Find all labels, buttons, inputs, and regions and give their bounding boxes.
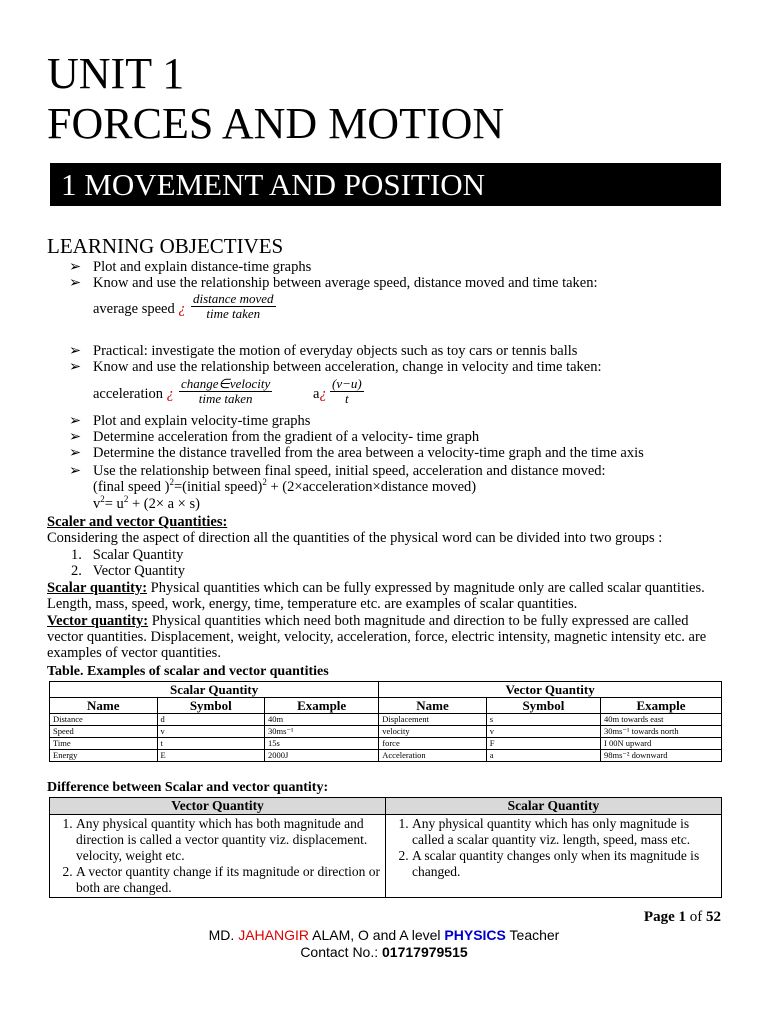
group-item: 1. Scalar Quantity xyxy=(71,547,184,563)
table-row xyxy=(50,726,722,738)
arrow-bullet-icon: ➢ xyxy=(69,413,82,429)
table2-caption: Difference between Scalar and vector quantity: xyxy=(47,780,329,795)
table-col-header: Symbol xyxy=(157,698,265,714)
table-cell: t xyxy=(157,738,265,750)
objective-item: ➢ Use the relationship between final speed, initial speed, acceleration and distance moved: xyxy=(69,463,606,479)
equation-words: (final speed )$^2$=(initial speed)$^2$ + (2×acceleration×distance moved) xyxy=(93,477,477,495)
acceleration-formula-label: acceleration ¿ xyxy=(93,386,174,402)
quantities-heading: Scaler and vector Quantities: xyxy=(47,514,228,530)
list-item: 2. A vector quantity change if its magnitude or direction or both are changed. xyxy=(76,864,381,896)
table-cell: Distance xyxy=(50,714,158,726)
table-cell: 30ms⁻¹ towards north xyxy=(601,726,722,738)
acceleration-formula-fraction: change∈velocity time taken xyxy=(181,376,271,406)
topic-title: FORCES AND MOTION xyxy=(47,99,505,148)
objective-item: ➢ Determine acceleration from the gradient of a velocity- time graph xyxy=(69,429,480,445)
table-cell: a xyxy=(486,750,600,762)
contact-line: Contact No.: 01717979515 xyxy=(300,944,468,960)
table-cell: E xyxy=(157,750,265,762)
table-cell: Time xyxy=(50,738,158,750)
scalar-points-cell xyxy=(386,815,722,898)
table-col-header: Symbol xyxy=(486,698,600,714)
difference-table xyxy=(49,797,722,898)
table-cell: F xyxy=(486,738,600,750)
table-cell: Speed xyxy=(50,726,158,738)
a-formula-fraction: $\frac{(v-u)}{t}$ xyxy=(332,376,362,406)
scalar-definition: Scalar quantity: Physical quantities which can be fully expressed by magnitude only are called scalar quantities. Length, mass, speed, work, energy, time, temperature etc. are examples of scalar quantities. xyxy=(47,580,705,612)
table-row xyxy=(50,750,722,762)
table-col-header: Name xyxy=(50,698,158,714)
arrow-bullet-icon: ➢ xyxy=(69,359,82,375)
table-col-header: Vector Quantity xyxy=(50,798,386,815)
speed-formula-fraction: distance moved time taken xyxy=(193,291,274,321)
page-number: Page 1 of 52 xyxy=(643,909,721,925)
table-cell: Energy xyxy=(50,750,158,762)
table-cell: velocity xyxy=(379,726,487,738)
author-line: MD. JAHANGIR ALAM, O and A level PHYSICS Teacher xyxy=(208,927,560,943)
table-group-header: Scalar Quantity xyxy=(50,682,379,698)
group-item: 2. Vector Quantity xyxy=(71,563,185,579)
objective-item: ➢ Know and use the relationship between acceleration, change in velocity and time taken: xyxy=(69,359,602,375)
unit-title: UNIT 1 xyxy=(47,49,185,98)
table-cell: 15s xyxy=(265,738,379,750)
list-item: 1. Any physical quantity which has both magnitude and direction is called a vector quantity viz. displacement. velocity, weight etc. xyxy=(76,816,381,864)
table-cell: Displacement xyxy=(379,714,487,726)
objective-item: ➢ Determine the distance travelled from the area between a velocity-time graph and the time axis xyxy=(69,445,644,461)
table-cell: 30ms⁻¹ xyxy=(265,726,379,738)
section-title: 1 MOVEMENT AND POSITION xyxy=(61,167,485,202)
table-cell: force xyxy=(379,738,487,750)
table-col-header: Example xyxy=(265,698,379,714)
table-cell: 98ms⁻² downward xyxy=(601,750,722,762)
table-cell: 40m xyxy=(265,714,379,726)
table-row xyxy=(50,738,722,750)
table-cell: d xyxy=(157,714,265,726)
arrow-bullet-icon: ➢ xyxy=(69,429,82,445)
table-col-header: Name xyxy=(379,698,487,714)
table-cell: v xyxy=(486,726,600,738)
table-cell: Acceleration xyxy=(379,750,487,762)
learning-objectives-heading: LEARNING OBJECTIVES xyxy=(47,234,284,258)
list-item: 2. A scalar quantity changes only when its magnitude is changed. xyxy=(412,848,717,880)
vector-points-cell xyxy=(50,815,386,898)
speed-formula-label: average speed ¿ xyxy=(93,301,186,317)
arrow-bullet-icon: ➢ xyxy=(69,259,82,275)
vector-definition: Vector quantity: Physical quantities which need both magnitude and direction to be fully expressed are called vector quantities. Displacement, weight, velocity, acceleration, force, electric intensity, magnetic intensity etc. are examples of vector quantities. xyxy=(47,613,707,661)
table-cell: v xyxy=(157,726,265,738)
table-group-header: Vector Quantity xyxy=(379,682,722,698)
table-col-header: Example xyxy=(601,698,722,714)
arrow-bullet-icon: ➢ xyxy=(69,463,82,479)
objective-item: ➢ Plot and explain distance-time graphs xyxy=(69,259,312,275)
objective-item: ➢ Practical: investigate the motion of everyday objects such as toy cars or tennis balls xyxy=(69,343,578,359)
table1-caption: Table. Examples of scalar and vector quantities xyxy=(47,664,329,679)
table-cell: s xyxy=(486,714,600,726)
table-cell: 40m towards east xyxy=(601,714,722,726)
arrow-bullet-icon: ➢ xyxy=(69,343,82,359)
examples-table xyxy=(49,681,722,762)
table-row xyxy=(50,714,722,726)
table-cell: I 00N upward xyxy=(601,738,722,750)
a-formula-label: a¿ xyxy=(313,386,327,402)
equation-symbols: $v^2= u^2 + (2\times a \times s)$ xyxy=(93,494,200,512)
arrow-bullet-icon: ➢ xyxy=(69,275,82,291)
table-col-header: Scalar Quantity xyxy=(386,798,722,815)
list-item: 1. Any physical quantity which has only magnitude is called a scalar quantity viz. length, speed, mass etc. xyxy=(412,816,717,848)
arrow-bullet-icon: ➢ xyxy=(69,445,82,461)
objective-item: ➢ Know and use the relationship between average speed, distance moved and time taken: xyxy=(69,275,598,291)
objective-item: ➢ Plot and explain velocity-time graphs xyxy=(69,413,311,429)
table-cell: 2000J xyxy=(265,750,379,762)
quantities-intro: Considering the aspect of direction all the quantities of the physical word can be divided into two groups : xyxy=(47,530,663,546)
